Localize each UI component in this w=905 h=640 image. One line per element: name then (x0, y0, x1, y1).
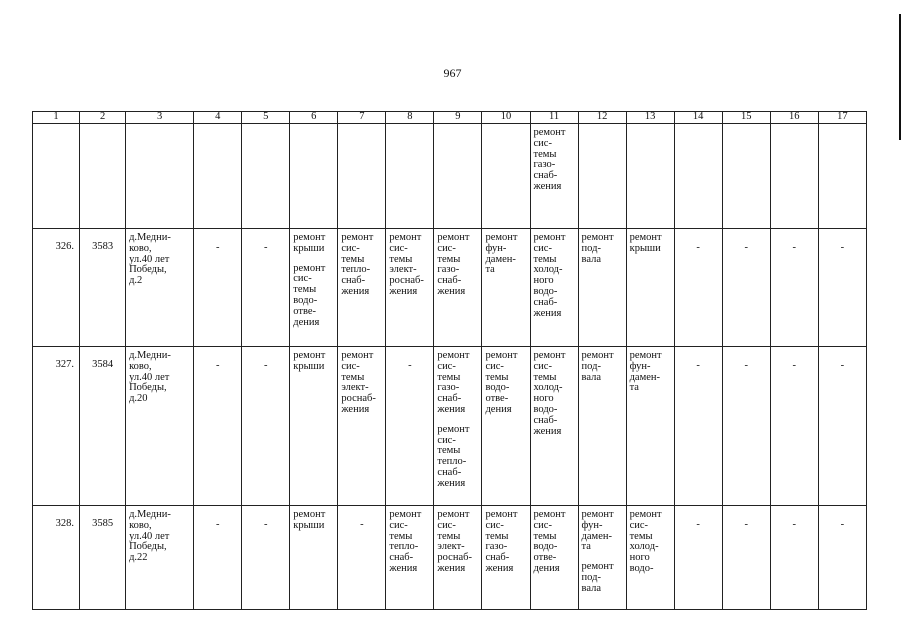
table-cell (386, 506, 434, 610)
cell-line: темы (437, 253, 461, 265)
work-entry (630, 510, 672, 575)
cell-line: ремонт (437, 232, 470, 243)
work-entry (293, 264, 335, 329)
table-cell (482, 347, 530, 506)
cell-line: ул.40 лет (129, 371, 170, 383)
cell-line: ремонт (437, 423, 470, 435)
cell-line: темы (389, 253, 413, 265)
cell-line: ремонт (485, 232, 518, 243)
column-header: 16 (770, 112, 818, 124)
cell-line: снаб- (533, 414, 558, 426)
work-entry (437, 510, 479, 575)
table-cell (33, 506, 80, 610)
address (126, 229, 193, 287)
column-header: 2 (80, 112, 126, 124)
cell-line: фун- (485, 242, 507, 254)
column-header: 6 (290, 112, 338, 124)
cell-line: дамен- (581, 530, 612, 542)
cell-line: жения (437, 285, 466, 297)
cell-line: тепло- (437, 456, 467, 468)
table-cell (434, 229, 482, 347)
cell-line: сис- (437, 434, 456, 446)
cell-line: роснаб- (437, 552, 472, 564)
column-header: 11 (530, 112, 578, 124)
cell-line: жения (533, 180, 562, 192)
cell-line: Победы, (129, 541, 167, 553)
cell-line: ково, (129, 360, 152, 372)
work-entry (341, 233, 383, 298)
cell-line: ремонт (293, 262, 326, 274)
cell-line: ремонт (533, 350, 566, 361)
table-cell (194, 347, 242, 506)
table-cell (578, 229, 626, 347)
cell-line: ул.40 лет (129, 530, 170, 542)
table-cell (626, 229, 674, 347)
work-entry (485, 233, 527, 276)
table-cell (530, 347, 578, 506)
cell-line: дамен- (629, 371, 661, 383)
cell-line: д.Медни- (129, 232, 171, 243)
cell-line: ремонт (533, 232, 566, 243)
cell-line: снаб- (437, 393, 462, 405)
table-cell (722, 347, 770, 506)
cell-line: д.2 (129, 275, 143, 287)
work-entry (341, 351, 383, 416)
cell-line: ремонт (293, 509, 326, 520)
cell-line: водо- (629, 562, 654, 574)
table-cell (626, 347, 674, 506)
work-entry (531, 124, 578, 193)
cell-line: темы (533, 530, 557, 542)
cell-line: сис- (629, 519, 649, 531)
cell-line: сис- (389, 519, 408, 531)
table-cell (626, 506, 674, 610)
table-cell (626, 124, 674, 229)
cell-line: сис- (533, 360, 552, 372)
column-header: 4 (194, 112, 242, 124)
row-number: 327. (55, 359, 75, 370)
table-cell (338, 506, 386, 610)
row-number: 326. (55, 241, 75, 252)
cell-line: газо- (437, 382, 460, 394)
cell-line: ремонт (581, 232, 614, 243)
empty-mark: - (792, 519, 796, 530)
cell-line: темы (437, 530, 461, 542)
column-header: 9 (434, 112, 482, 124)
table-cell (80, 347, 126, 506)
cell-line: темы (533, 148, 557, 160)
work-entry (534, 510, 576, 575)
table-cell (770, 506, 818, 610)
empty-mark: - (840, 519, 845, 530)
cell-line: ремонт (581, 350, 614, 361)
cell-line: ремонт (485, 350, 518, 361)
empty-mark: - (744, 242, 748, 253)
cell-line: снаб- (437, 275, 462, 287)
empty-mark: - (792, 360, 796, 371)
cell-line: д.20 (129, 393, 148, 405)
cell-line: ково, (129, 519, 152, 531)
cell-line: ремонт (437, 350, 470, 361)
table-cell (80, 124, 126, 229)
empty-mark: - (263, 242, 268, 253)
empty-mark: - (215, 242, 220, 253)
empty-mark: - (408, 360, 412, 371)
cell-line: вала (581, 371, 602, 383)
cell-line: снаб- (485, 552, 510, 564)
cell-line: ремонт (581, 561, 614, 573)
table-cell (482, 229, 530, 347)
cell-line: жения (341, 285, 370, 297)
cell-line: та (485, 264, 495, 276)
cell-line: темы (533, 253, 557, 265)
cell-line: ремонт (389, 509, 422, 520)
work-entry (437, 233, 479, 298)
table-cell (290, 506, 338, 610)
table-cell (290, 229, 338, 347)
cell-line: дения (533, 562, 560, 574)
table-cell (242, 347, 290, 506)
cell-line: ремонт (629, 350, 662, 361)
cell-line: Победы, (129, 382, 167, 394)
table-cell (290, 124, 338, 229)
cell-line: снаб- (533, 296, 558, 308)
table-cell (386, 124, 434, 229)
cell-line: ково, (129, 242, 152, 254)
cell-line: ремонт (293, 350, 326, 361)
object-id: 3583 (92, 241, 114, 252)
table-cell (338, 347, 386, 506)
cell-line: жения (533, 307, 562, 319)
table-cell (578, 506, 626, 610)
cell-line: ремонт (629, 509, 662, 520)
cell-line: крыши (293, 360, 325, 372)
cell-line: ремонт (341, 232, 374, 243)
cell-line: темы (389, 530, 413, 542)
continuation-row (33, 124, 867, 229)
cell-line: ремонт (293, 232, 326, 243)
empty-mark: - (696, 519, 700, 530)
table-cell (338, 124, 386, 229)
cell-line: ного (533, 393, 554, 405)
cell-line: элект- (389, 264, 417, 276)
table-cell (194, 229, 242, 347)
table-cell (434, 124, 482, 229)
table-cell (530, 506, 578, 610)
table-cell (722, 229, 770, 347)
table-cell (674, 229, 722, 347)
cell-line: д.Медни- (129, 350, 171, 361)
table-cell (242, 229, 290, 347)
empty-mark: - (696, 242, 700, 253)
work-entry (485, 351, 527, 416)
table-cell (126, 229, 194, 347)
empty-mark: - (215, 519, 220, 530)
table-cell (722, 124, 770, 229)
cell-line: ного (533, 275, 554, 287)
table-cell (530, 124, 578, 229)
work-entry (534, 351, 576, 437)
cell-line: водо- (533, 541, 558, 553)
empty-mark: - (744, 519, 748, 530)
table-cell (33, 229, 80, 347)
cell-line: ного (629, 552, 650, 564)
table-cell (722, 506, 770, 610)
empty-mark: - (263, 519, 268, 530)
table-cell (126, 124, 194, 229)
cell-line: крыши (293, 519, 325, 531)
work-entry (582, 562, 624, 594)
work-entry (389, 510, 431, 575)
cell-line: газо- (485, 541, 508, 553)
cell-line: ремонт (341, 350, 374, 361)
cell-line: темы (533, 371, 557, 383)
table-cell (33, 124, 80, 229)
table-cell (818, 347, 866, 506)
table-cell (818, 506, 866, 610)
table-cell (194, 124, 242, 229)
table-cell (434, 347, 482, 506)
address (126, 347, 193, 405)
cell-line: вала (581, 582, 602, 594)
column-number-row (33, 112, 867, 124)
column-header: 3 (126, 112, 194, 124)
cell-line: та (581, 541, 591, 553)
cell-line: д.22 (129, 552, 148, 564)
work-entry (293, 510, 335, 532)
cell-line: тепло- (341, 264, 371, 276)
cell-line: отве- (293, 305, 317, 317)
address (126, 506, 193, 564)
cell-line: темы (437, 371, 461, 383)
table-row (33, 506, 867, 610)
work-entry (293, 233, 335, 255)
object-id: 3584 (92, 359, 114, 370)
cell-line: сис- (341, 242, 360, 254)
empty-mark: - (263, 360, 268, 371)
table-cell (674, 124, 722, 229)
cell-line: под- (581, 571, 601, 583)
work-entry (437, 351, 479, 416)
cell-line: вала (581, 253, 602, 265)
cell-line: ремонт (389, 232, 422, 243)
work-entry (582, 233, 624, 265)
table-cell (770, 347, 818, 506)
work-entry (485, 510, 527, 575)
table-cell (674, 347, 722, 506)
cell-line: холод- (533, 382, 563, 394)
cell-line: сис- (533, 137, 552, 149)
cell-line: фун- (581, 519, 603, 531)
cell-line: темы (293, 284, 317, 296)
table-cell (80, 506, 126, 610)
object-id: 3585 (92, 518, 114, 529)
cell-line: снаб- (389, 552, 414, 564)
cell-line: темы (485, 371, 509, 383)
work-entry (630, 233, 672, 255)
cell-line: жения (389, 285, 418, 297)
page-number: 967 (443, 66, 462, 80)
cell-line: холод- (629, 541, 659, 553)
empty-mark: - (215, 360, 220, 371)
cell-line: сис- (437, 242, 456, 254)
cell-line: жения (485, 562, 514, 574)
work-entry (630, 351, 672, 394)
column-header: 5 (242, 112, 290, 124)
cell-line: под- (581, 360, 601, 372)
table-cell (482, 506, 530, 610)
empty-mark: - (360, 519, 364, 530)
cell-line: ремонт (485, 509, 518, 520)
cell-line: ремонт (533, 127, 566, 138)
table-cell (126, 347, 194, 506)
cell-line: жения (437, 562, 466, 574)
column-header: 14 (674, 112, 722, 124)
cell-line: жения (437, 403, 466, 415)
work-entry (534, 233, 576, 319)
table-cell (818, 229, 866, 347)
work-entry (293, 351, 335, 373)
table-cell (33, 347, 80, 506)
cell-line: дения (293, 316, 320, 328)
cell-line: ремонт (581, 509, 614, 520)
cell-line: ремонт (437, 509, 470, 520)
row-number: 328. (55, 518, 75, 529)
empty-mark: - (840, 242, 845, 253)
cell-line: холод- (533, 264, 563, 276)
cell-line: сис- (485, 519, 504, 531)
cell-line: водо- (533, 403, 558, 415)
table-cell (290, 347, 338, 506)
cell-line: сис- (533, 242, 552, 254)
cell-line: водо- (485, 382, 510, 394)
column-header: 10 (482, 112, 530, 124)
empty-mark: - (840, 360, 845, 371)
cell-line: темы (629, 530, 653, 542)
table-cell (194, 506, 242, 610)
cell-line: элект- (341, 382, 369, 394)
cell-line: снаб- (437, 466, 462, 478)
empty-mark: - (744, 360, 748, 371)
table-cell (80, 229, 126, 347)
cell-line: отве- (533, 552, 557, 564)
table-cell (482, 124, 530, 229)
cell-line: снаб- (533, 170, 558, 182)
cell-line: роснаб- (341, 393, 376, 405)
table-cell (530, 229, 578, 347)
cell-line: сис- (389, 242, 408, 254)
cell-line: под- (581, 242, 601, 254)
cell-line: водо- (533, 285, 558, 297)
column-header: 13 (626, 112, 674, 124)
cell-line: ремонт (533, 509, 566, 520)
cell-line: жения (533, 425, 562, 437)
table-cell (338, 229, 386, 347)
cell-line: жения (437, 477, 466, 489)
column-header: 1 (33, 112, 80, 124)
cell-line: жения (341, 403, 370, 415)
cell-line: крыши (629, 242, 661, 254)
cell-line: сис- (533, 519, 552, 531)
table-cell (386, 347, 434, 506)
table-cell (242, 506, 290, 610)
table-cell (770, 124, 818, 229)
table-cell (126, 506, 194, 610)
cell-line: газо- (437, 264, 460, 276)
cell-line: темы (341, 371, 365, 383)
cell-line: дения (485, 403, 512, 415)
repair-schedule-table (32, 111, 867, 610)
cell-line: сис- (341, 360, 360, 372)
cell-line: тепло- (389, 541, 419, 553)
cell-line: дамен- (485, 253, 516, 265)
empty-mark: - (696, 360, 700, 371)
column-header: 7 (338, 112, 386, 124)
cell-line: фун- (629, 360, 651, 372)
cell-line: отве- (485, 393, 509, 405)
column-header: 15 (722, 112, 770, 124)
empty-mark: - (792, 242, 796, 253)
cell-line: сис- (437, 519, 456, 531)
table-cell (818, 124, 866, 229)
cell-line: темы (437, 445, 461, 457)
cell-line: та (629, 382, 639, 394)
cell-line: водо- (293, 294, 318, 306)
table-row (33, 229, 867, 347)
cell-line: д.Медни- (129, 509, 171, 520)
table-cell (770, 229, 818, 347)
column-header: 12 (578, 112, 626, 124)
cell-line: сис- (485, 360, 504, 372)
cell-line: жения (389, 562, 418, 574)
cell-line: темы (485, 530, 509, 542)
work-entry (582, 351, 624, 383)
cell-line: сис- (293, 273, 312, 285)
table-cell (674, 506, 722, 610)
work-entry (389, 233, 431, 298)
column-header: 17 (818, 112, 866, 124)
cell-line: Победы, (129, 264, 167, 276)
table-cell (434, 506, 482, 610)
table-row (33, 347, 867, 506)
cell-line: темы (341, 253, 365, 265)
table-cell (242, 124, 290, 229)
cell-line: сис- (437, 360, 456, 372)
cell-line: ремонт (629, 232, 662, 243)
work-entry (437, 425, 479, 490)
cell-line: снаб- (341, 275, 366, 287)
table-cell (386, 229, 434, 347)
table-cell (578, 347, 626, 506)
table-cell (578, 124, 626, 229)
cell-line: элект- (437, 541, 465, 553)
cell-line: роснаб- (389, 275, 424, 287)
margin-rule (899, 14, 901, 140)
cell-line: крыши (293, 242, 325, 254)
cell-line: газо- (533, 159, 556, 171)
work-entry (582, 510, 624, 553)
cell-line: ул.40 лет (129, 253, 170, 265)
column-header: 8 (386, 112, 434, 124)
